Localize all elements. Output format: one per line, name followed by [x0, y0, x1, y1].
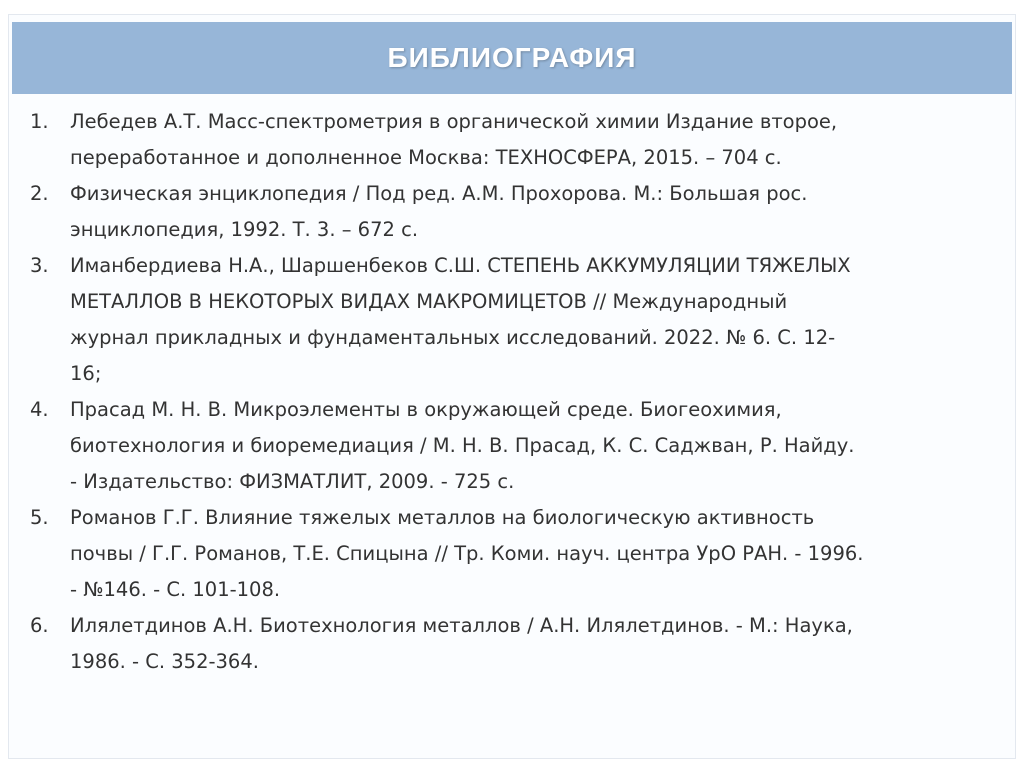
entry-text: [70, 176, 1000, 248]
entry-line: Физическая энциклопедия / Под ред. А.М. Прохорова. М.: Большая рос.: [70, 182, 808, 205]
title-bar: [12, 22, 1012, 94]
bibliography-entry: [30, 392, 1000, 500]
entry-number: 2.: [30, 182, 49, 205]
entry-number: 1.: [30, 110, 49, 133]
entry-number: 3.: [30, 254, 49, 277]
entry-line: Романов Г.Г. Влияние тяжелых металлов на биологическую активность: [70, 506, 815, 529]
entry-line: энциклопедия, 1992. Т. 3. – 672 с.: [70, 218, 419, 241]
entry-line: переработанное и дополненное Москва: ТЕХНОСФЕРА, 2015. – 704 с.: [70, 146, 782, 169]
bibliography-entry: [30, 608, 1000, 680]
entry-line: почвы / Г.Г. Романов, Т.Е. Спицына // Тр. Коми. науч. центра УрО РАН. - 1996.: [70, 542, 864, 565]
page-title: БИБЛИОГРАФИЯ: [387, 42, 637, 73]
bibliography-entry: [30, 248, 1000, 392]
entry-line: Иманбердиева Н.А., Шаршенбеков С.Ш. СТЕПЕНЬ АККУМУЛЯЦИИ ТЯЖЕЛЫХ: [70, 254, 851, 277]
entry-line: биотехнология и биоремедиация / М. Н. В. Прасад, К. С. Саджван, Р. Найду.: [70, 434, 855, 457]
bibliography-entry: [30, 500, 1000, 608]
entry-number: 6.: [30, 614, 49, 637]
entry-line: Прасад М. Н. В. Микроэлементы в окружающей среде. Биогеохимия,: [70, 398, 782, 421]
entry-text: [70, 608, 1000, 680]
entry-text: [70, 104, 1000, 176]
entry-number: 5.: [30, 506, 49, 529]
bibliography-entry: [30, 176, 1000, 248]
entry-text: [70, 392, 1000, 500]
bibliography-list: [30, 104, 1000, 680]
entry-line: - №146. - С. 101-108.: [70, 578, 281, 601]
entry-line: МЕТАЛЛОВ В НЕКОТОРЫХ ВИДАХ МАКРОМИЦЕТОВ // Международный: [70, 290, 788, 313]
entry-line: Илялетдинов А.Н. Биотехнология металлов / А.Н. Илялетдинов. - М.: Наука,: [70, 614, 853, 637]
entry-number: 4.: [30, 398, 49, 421]
entry-line: 1986. - С. 352-364.: [70, 650, 259, 673]
bibliography-entry: [30, 104, 1000, 176]
entry-line: 16;: [70, 362, 102, 385]
entry-line: - Издательство: ФИЗМАТЛИТ, 2009. - 725 с.: [70, 470, 515, 493]
entry-text: [70, 248, 1000, 392]
entry-text: [70, 500, 1000, 608]
entry-line: журнал прикладных и фундаментальных исследований. 2022. № 6. С. 12-: [70, 326, 836, 349]
entry-line: Лебедев А.Т. Масс-спектрометрия в органической химии Издание второе,: [70, 110, 838, 133]
